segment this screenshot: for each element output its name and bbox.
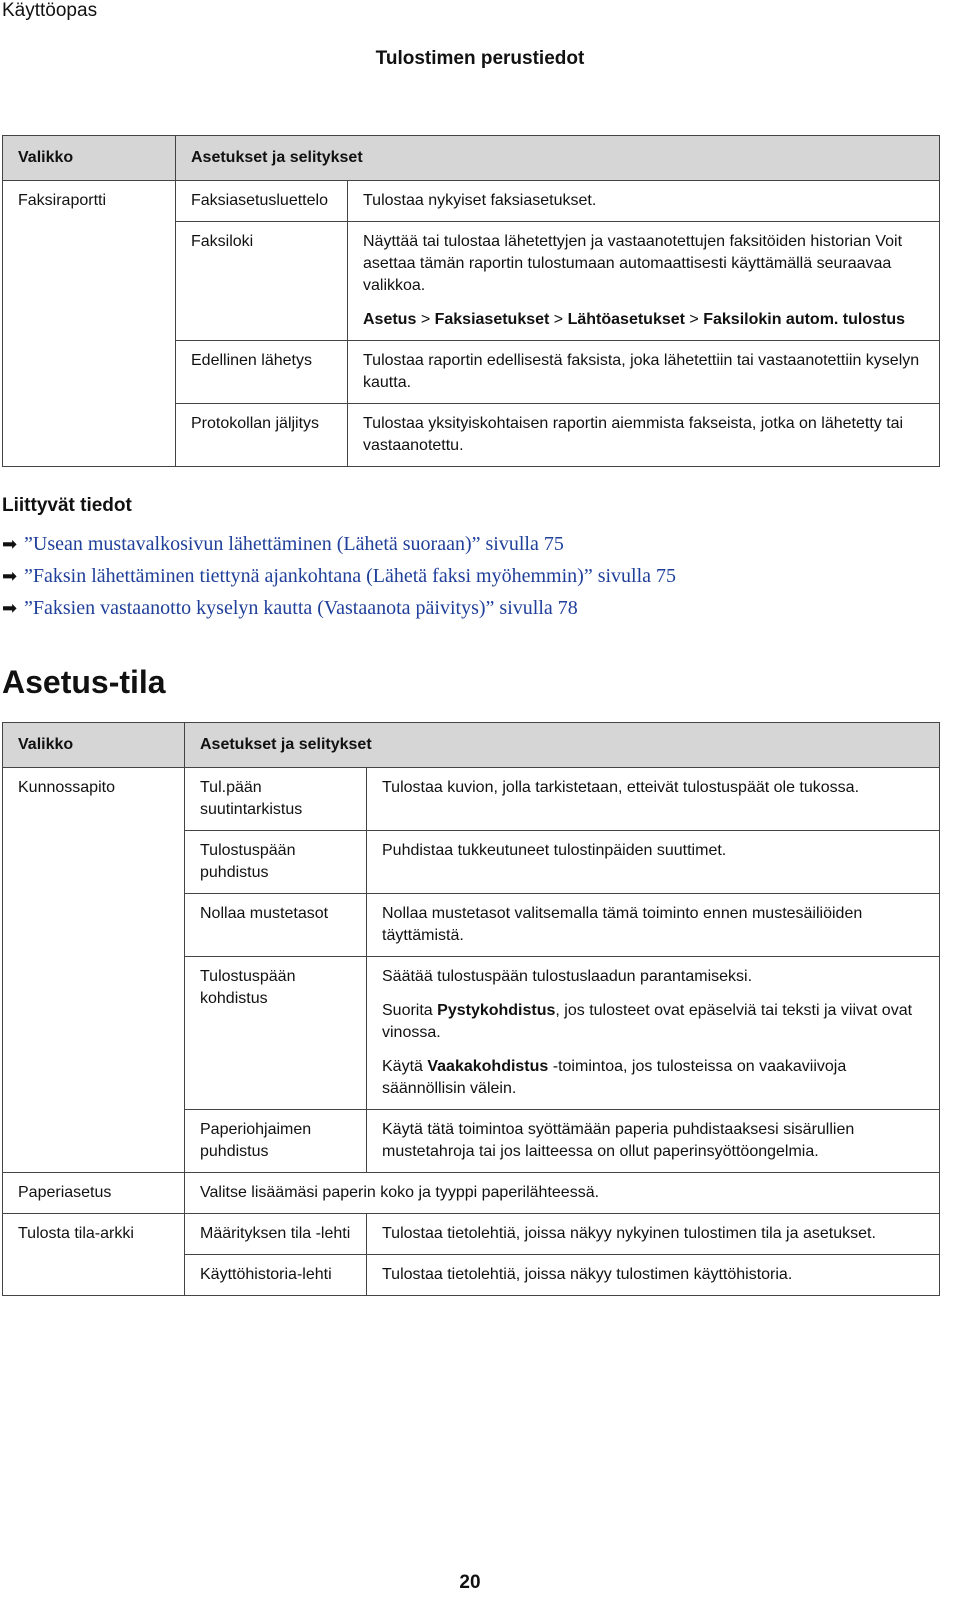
description-cell: Tulostaa kuvion, jolla tarkistetaan, etteivät tulostuspäät ole tukossa. — [367, 768, 940, 831]
table-row — [3, 1173, 940, 1214]
menu-path-step: Asetus — [363, 311, 417, 328]
header-settings: Asetukset ja selitykset — [185, 723, 940, 768]
submenu-cell: Faksiloki — [176, 222, 348, 341]
section-title: Asetus-tila — [2, 664, 166, 700]
description-text: Näyttää tai tulostaa lähetettyjen ja vastaanotettujen faksitöiden historian Voit asettaa tämän raportin tulostumaan automaattisesti käyttämällä seuraavaa valikkoa. — [363, 233, 903, 294]
text-part: , jos tulosteet ovat epäselviä tai teksti ja viivat ovat vinossa. — [382, 1002, 913, 1041]
menu-path-separator: > — [689, 311, 699, 328]
description-text — [382, 1000, 924, 1044]
description-cell: Tulostaa raportin edellisestä faksista, joka lähetettiin tai vastaanotettiin kyselyn kautta. — [348, 341, 940, 404]
menu-cell: Kunnossapito — [3, 768, 185, 1173]
list-item — [2, 560, 676, 592]
menu-path-step: Faksiasetukset — [434, 311, 550, 328]
submenu-cell: Tulostuspään puhdistus — [185, 831, 367, 894]
table-row — [3, 1214, 940, 1255]
submenu-cell: Tulostuspään kohdistus — [185, 957, 367, 1110]
arrow-right-icon: ➡ — [2, 565, 18, 586]
table-header-row — [3, 723, 940, 768]
description-cell: Käytä tätä toimintoa syöttämään paperia puhdistaaksesi sisärullien mustetahroja tai jos laitteessa on ollut paperinsyöttöongelmia. — [367, 1110, 940, 1173]
description-cell — [348, 222, 940, 341]
table-row — [3, 181, 940, 222]
menu-path-separator: > — [553, 311, 564, 328]
related-links-list — [2, 528, 676, 624]
table-row — [3, 768, 940, 831]
description-cell: Nollaa mustetasot valitsemalla tämä toiminto ennen mustesäiliöiden täyttämistä. — [367, 894, 940, 957]
text-part: Käytä — [382, 1058, 428, 1075]
table-header-row — [3, 136, 940, 181]
related-link[interactable]: ”Faksin lähettäminen tiettynä ajankohtana (Lähetä faksi myöhemmin)” sivulla 75 — [24, 564, 677, 587]
menu-cell: Faksiraportti — [3, 181, 176, 467]
menu-cell: Tulosta tila-arkki — [3, 1214, 185, 1296]
list-item — [2, 592, 676, 624]
description-cell: Tulostaa nykyiset faksiasetukset. — [348, 181, 940, 222]
text-part: Suorita — [382, 1002, 438, 1019]
menu-path-step: Faksilokin autom. tulostus — [703, 311, 906, 328]
description-cell: Valitse lisäämäsi paperin koko ja tyyppi paperilähteessä. — [185, 1173, 940, 1214]
arrow-right-icon: ➡ — [2, 597, 18, 618]
description-cell: Puhdistaa tukkeutuneet tulostinpäiden suuttimet. — [367, 831, 940, 894]
description-cell: Tulostaa tietolehtiä, joissa näkyy nykyinen tulostimen tila ja asetukset. — [367, 1214, 940, 1255]
setup-mode-table — [2, 722, 940, 1296]
description-text — [382, 1056, 924, 1100]
submenu-cell: Paperiohjaimen puhdistus — [185, 1110, 367, 1173]
description-text: Säätää tulostuspään tulostuslaadun parantamiseksi. — [382, 968, 753, 985]
option-name: Pystykohdistus — [437, 1002, 556, 1019]
header-settings: Asetukset ja selitykset — [176, 136, 940, 181]
menu-path-separator: > — [420, 311, 431, 328]
list-item — [2, 528, 676, 560]
header-menu: Valikko — [3, 723, 185, 768]
page-number: 20 — [459, 1572, 481, 1593]
arrow-right-icon: ➡ — [2, 533, 18, 554]
submenu-cell: Nollaa mustetasot — [185, 894, 367, 957]
related-info-heading: Liittyvät tiedot — [2, 495, 132, 516]
submenu-cell: Tul.pään suutintarkistus — [185, 768, 367, 831]
submenu-cell: Faksiasetusluettelo — [176, 181, 348, 222]
header-menu: Valikko — [3, 136, 176, 181]
submenu-cell: Protokollan jäljitys — [176, 404, 348, 467]
submenu-cell: Määrityksen tila -lehti — [185, 1214, 367, 1255]
submenu-cell: Edellinen lähetys — [176, 341, 348, 404]
description-cell: Tulostaa yksityiskohtaisen raportin aiemmista fakseista, jotka on lähetetty tai vastaanotettu. — [348, 404, 940, 467]
menu-path — [363, 309, 924, 331]
text-part: -toimintoa, jos tulosteissa on vaakaviivoja säännöllisin välein. — [382, 1058, 847, 1097]
section-subtitle: Tulostimen perustiedot — [375, 48, 585, 69]
running-header: Käyttöopas — [2, 0, 98, 21]
menu-path-step: Lähtöasetukset — [567, 311, 685, 328]
fax-report-table — [2, 135, 940, 467]
submenu-cell: Käyttöhistoria-lehti — [185, 1255, 367, 1296]
description-cell: Tulostaa tietolehtiä, joissa näkyy tulostimen käyttöhistoria. — [367, 1255, 940, 1296]
related-link[interactable]: ”Usean mustavalkosivun lähettäminen (Lähetä suoraan)” sivulla 75 — [24, 532, 564, 555]
description-cell — [367, 957, 940, 1110]
related-link[interactable]: ”Faksien vastaanotto kyselyn kautta (Vastaanota päivitys)” sivulla 78 — [24, 596, 578, 619]
menu-cell: Paperiasetus — [3, 1173, 185, 1214]
option-name: Vaakakohdistus — [427, 1058, 549, 1075]
